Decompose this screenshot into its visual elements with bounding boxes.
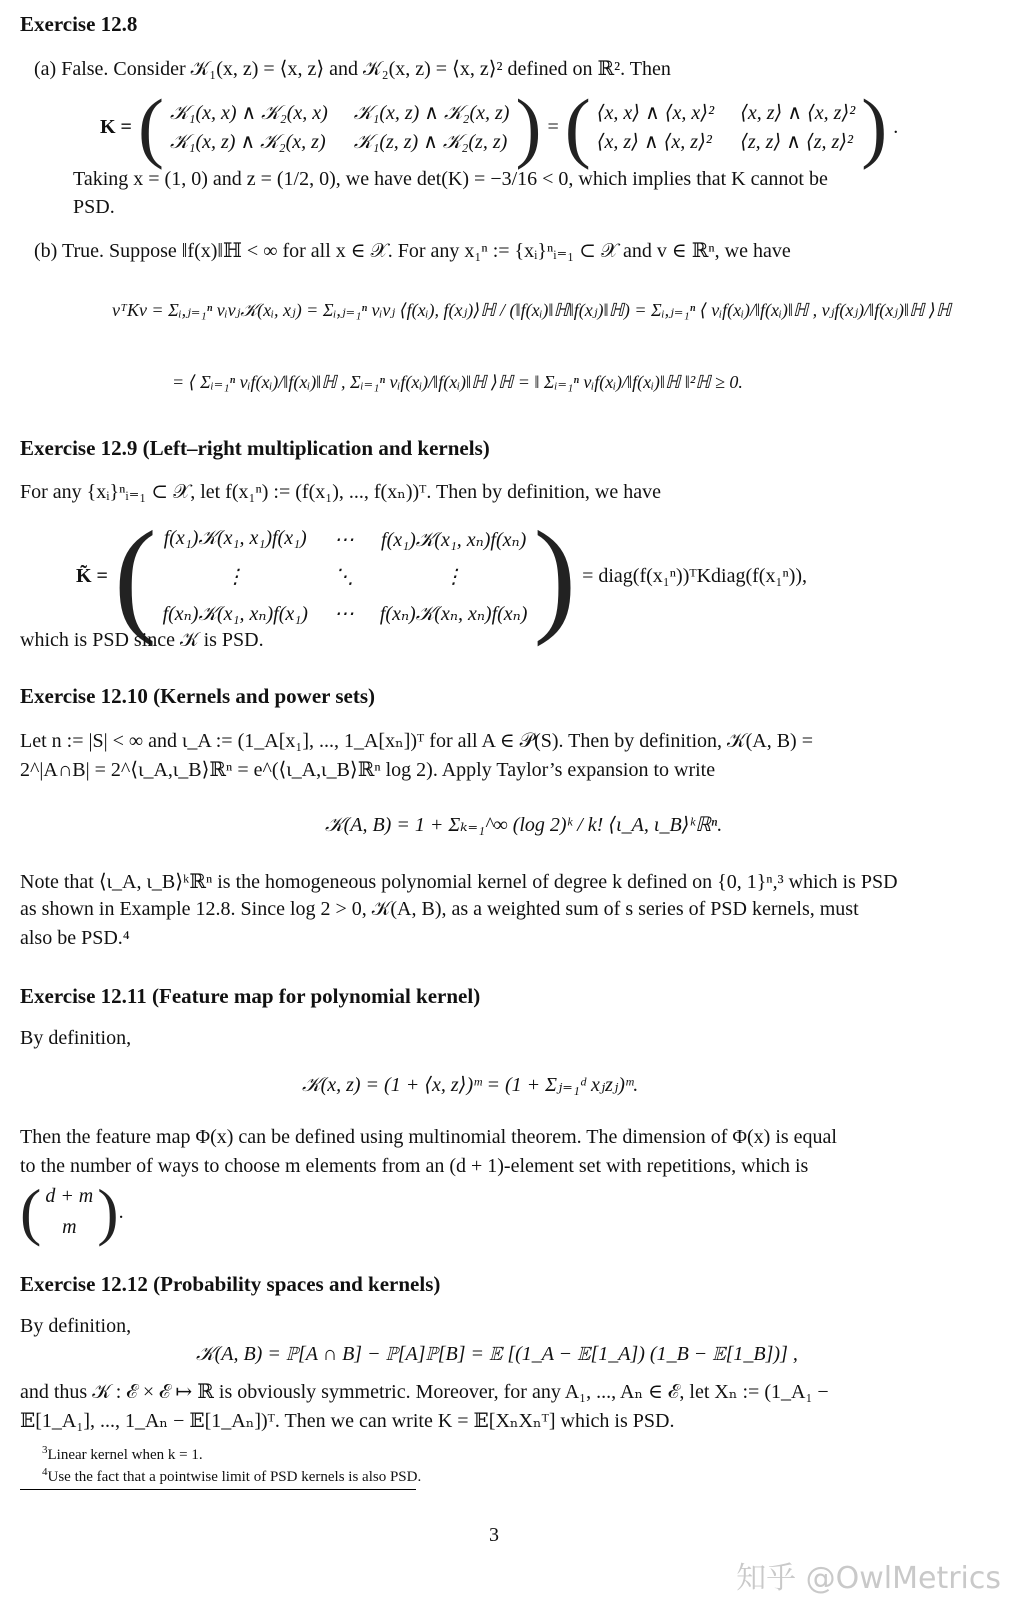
exercise-12-12-heading: Exercise 12.12 (Probability spaces and kernels)	[20, 1272, 441, 1296]
footnote-mark: 4	[42, 1466, 48, 1478]
matrix-cell: ⟨z, z⟩ ∧ ⟨z, z⟩²	[740, 131, 854, 153]
footnote-text: Use the fact that a pointwise limit of PSD kernels is also PSD.	[47, 1469, 422, 1485]
matrix-cell: f(x₁)𝒦(x₁, xₙ)f(xₙ)	[381, 528, 527, 551]
footnote-rule	[20, 1489, 416, 1490]
left-paren: (	[564, 83, 591, 170]
matrix-cell: ⟨x, x⟩ ∧ ⟨x, x⟩²	[596, 102, 715, 124]
right-paren: )	[97, 1176, 119, 1247]
matrix-cell: ⟨x, z⟩ ∧ ⟨x, z⟩²	[596, 131, 712, 153]
exercise-12-12-line-2: 𝔼[1_A₁], ..., 1_Aₙ − 𝔼[1_Aₙ])ᵀ. Then we can write K = 𝔼[XₙXₙᵀ] which is PSD.	[20, 1410, 675, 1432]
k-tilde-matrix	[163, 527, 528, 626]
matrix-cell: 𝒦₁(x, z) ∧ 𝒦₂(x, z)	[353, 102, 510, 124]
matrix-cell: ⋯	[333, 528, 354, 551]
part-a-conclusion-1: Taking x = (1, 0) and z = (1/2, 0), we have det(K) = −3/16 < 0, which implies that K cannot be	[73, 168, 828, 190]
part-b	[34, 238, 791, 263]
exercise-12-8-heading: Exercise 12.8	[20, 12, 138, 36]
taylor-expansion-equation: 𝒦(A, B) = 1 + Σₖ₌₁^∞ (log 2)ᵏ / k! ⟨ι_A, ι_B⟩ᵏℝⁿ.	[325, 814, 723, 836]
right-paren: )	[533, 505, 577, 647]
exercise-12-11-line-1: Then the feature map Φ(x) can be defined using multinomial theorem. The dimension of Φ(x) is equal	[20, 1126, 837, 1148]
binom-stack	[41, 1185, 97, 1239]
matrix-cell: ⟨x, z⟩ ∧ ⟨x, z⟩²	[740, 102, 856, 124]
exercise-12-10-line-2: 2^|A∩B| = 2^⟨ι_A,ι_B⟩ℝⁿ = e^(⟨ι_A,ι_B⟩ℝⁿ log 2). Apply Taylor’s expansion to write	[20, 759, 716, 781]
binom-bottom: m	[62, 1216, 77, 1238]
exercise-12-9-intro: For any {xᵢ}ⁿᵢ₌₁ ⊂ 𝒳, let f(x₁ⁿ) := (f(x₁), ..., f(xₙ))ᵀ. Then by definition, we have	[20, 481, 661, 503]
matrix-cell: 𝒦₁(x, x) ∧ 𝒦₂(x, x)	[169, 102, 328, 124]
part-a-conclusion-2: PSD.	[73, 196, 115, 218]
matrix-lhs: K =	[100, 115, 132, 138]
matrix-cell: f(x₁)𝒦(x₁, x₁)f(x₁)	[163, 526, 307, 549]
watermark: 知乎 @OwlMetrics	[736, 1561, 1001, 1596]
part-a-text: False. Consider 𝒦₁(x, z) = ⟨x, z⟩ and 𝒦₂(x, z) = ⟨x, z⟩² defined on ℝ². Then	[61, 58, 671, 80]
footnote-4	[42, 1466, 421, 1486]
matrix-cell: f(xₙ)𝒦(x₁, xₙ)f(x₁)	[162, 602, 308, 625]
matrix-cell: ⋮	[443, 565, 464, 588]
part-b-equation-1: vᵀKv = Σᵢ,ⱼ₌₁ⁿ vᵢvⱼ𝒦(xᵢ, xⱼ) = Σᵢ,ⱼ₌₁ⁿ vᵢvⱼ ⟨f(xᵢ), f(xⱼ)⟩ℍ / (‖f(xᵢ)‖ℍ‖f(xⱼ)‖ℍ) = Σᵢ,ⱼ₌₁ⁿ ⟨ vᵢf(xᵢ)/‖f(xᵢ)‖ℍ , vⱼf(xⱼ)/‖f(xⱼ)‖ℍ ⟩ℍ	[112, 300, 952, 320]
exercise-12-12-intro: By definition,	[20, 1315, 132, 1337]
exercise-12-12-line-1: and thus 𝒦 : ℰ × ℰ ↦ ℝ is obviously symmetric. Moreover, for any A₁, ..., Aₙ ∈ ℰ, let Xₙ := (1_A₁ −	[20, 1381, 829, 1403]
page-number: 3	[489, 1524, 499, 1546]
footnote-text: Linear kernel when k = 1.	[47, 1447, 203, 1463]
part-b-label: (b)	[34, 240, 58, 262]
matrix-cell: 𝒦₁(x, z) ∧ 𝒦₂(x, z)	[169, 131, 326, 153]
covariance-kernel-equation: 𝒦(A, B) = ℙ[A ∩ B] − ℙ[A]ℙ[B] = 𝔼 [(1_A − 𝔼[1_A]) (1_B − 𝔼[1_B])] ,	[196, 1343, 798, 1365]
polynomial-kernel-equation: 𝒦(x, z) = (1 + ⟨x, z⟩)ᵐ = (1 + Σⱼ₌₁ᵈ xⱼzⱼ)ᵐ.	[302, 1074, 639, 1096]
matrix-lhs: K̃ =	[76, 564, 108, 587]
kernel-matrix	[170, 100, 510, 154]
exercise-12-9-conclusion: which is PSD since 𝒦 is PSD.	[20, 629, 264, 651]
part-a-label: (a)	[34, 58, 57, 80]
matrix-k-equation: K = ( 𝒦₁(x, x) ∧ 𝒦₂(x, x) 𝒦₁(x, z) ∧ 𝒦₂(x, z) 𝒦₁(x, z) ∧ 𝒦₂(x, z) 𝒦₁(z, z) ∧ 𝒦₂(z, z) ) = ( ⟨x, x⟩ ∧ ⟨x, x⟩² ⟨x, z⟩ ∧ ⟨x, z⟩² ⟨x, z⟩ ∧ ⟨x, z⟩² ⟨z, z⟩ ∧ ⟨z, z⟩² ) .	[100, 83, 899, 170]
matrix-cell: ⋮	[225, 565, 246, 588]
right-paren: )	[861, 83, 888, 170]
exercise-12-11-intro: By definition,	[20, 1027, 132, 1049]
exercise-12-11-heading: Exercise 12.11 (Feature map for polynomial kernel)	[20, 984, 481, 1008]
exercise-12-10-note-2: as shown in Example 12.8. Since log 2 > 0, 𝒦(A, B), as a weighted sum of s series of PSD kernels, must	[20, 898, 859, 920]
matrix-cell: f(xₙ)𝒦(xₙ, xₙ)f(xₙ)	[379, 602, 528, 625]
inner-product-matrix	[597, 100, 856, 154]
matrix-rhs: = diag(f(x₁ⁿ))ᵀKdiag(f(x₁ⁿ)),	[582, 564, 808, 587]
left-paren: (	[113, 505, 157, 647]
footnote-mark: 3	[42, 1444, 48, 1456]
left-paren: (	[137, 83, 164, 170]
left-paren: (	[20, 1176, 42, 1247]
exercise-12-9-heading: Exercise 12.9 (Left–right multiplication and kernels)	[20, 436, 490, 460]
exercise-12-10-line-1: Let n := |S| < ∞ and ι_A := (1_A[x₁], ..., 1_A[xₙ])ᵀ for all A ∈ 𝒫(S). Then by definition, 𝒦(A, B) =	[20, 730, 813, 752]
binomial-coefficient: ( d + m m ) .	[20, 1176, 124, 1247]
right-paren: )	[515, 83, 542, 170]
exercise-12-11-line-2: to the number of ways to choose m elements from an (d + 1)-element set with repetitions, which is	[20, 1155, 809, 1177]
exercise-12-10-heading: Exercise 12.10 (Kernels and power sets)	[20, 684, 376, 708]
footnote-3	[42, 1444, 203, 1464]
exercise-12-10-note-3: also be PSD.⁴	[20, 927, 130, 949]
part-a	[34, 56, 671, 81]
matrix-cell: ⋱	[333, 565, 354, 588]
part-b-equation-2: = ⟨ Σᵢ₌₁ⁿ vᵢf(xᵢ)/‖f(xᵢ)‖ℍ , Σᵢ₌₁ⁿ vᵢf(xᵢ)/‖f(xᵢ)‖ℍ ⟩ℍ = ‖ Σᵢ₌₁ⁿ vᵢf(xᵢ)/‖f(xᵢ)‖ℍ ‖²ℍ ≥ 0.	[172, 372, 743, 392]
matrix-cell: 𝒦₁(z, z) ∧ 𝒦₂(z, z)	[353, 131, 508, 153]
binom-top: d + m	[45, 1185, 94, 1207]
exercise-12-10-note-1: Note that ⟨ι_A, ι_B⟩ᵏℝⁿ is the homogeneous polynomial kernel of degree k defined on {0, 1}ⁿ,³ which is PSD	[20, 871, 898, 893]
matrix-cell: ⋯	[333, 602, 354, 625]
part-b-text: True. Suppose ‖f(x)‖ℍ < ∞ for all x ∈ 𝒳. For any x₁ⁿ := {xᵢ}ⁿᵢ₌₁ ⊂ 𝒳 and v ∈ ℝⁿ, we have	[61, 240, 791, 262]
